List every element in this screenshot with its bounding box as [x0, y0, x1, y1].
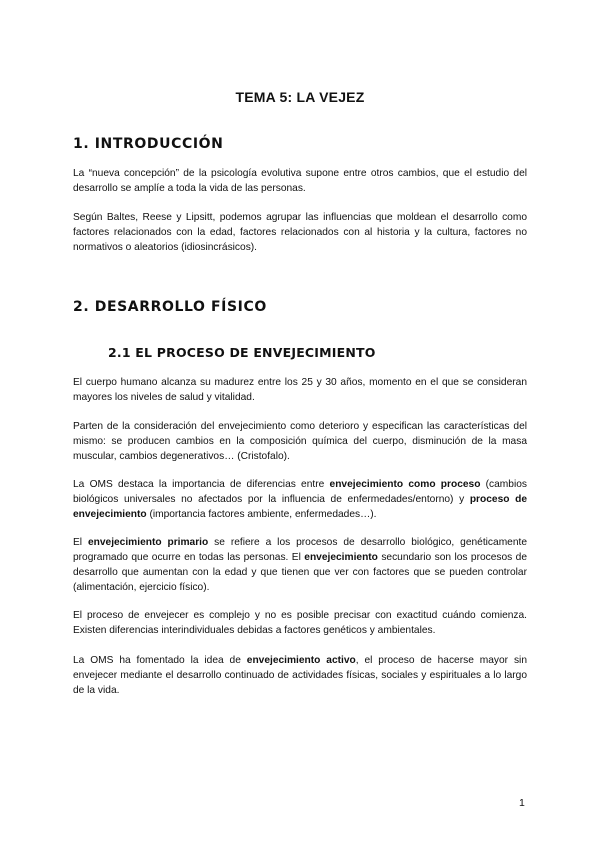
section-heading-desarrollo-fisico: 2. DESARROLLO FÍSICO	[73, 299, 267, 315]
document-title: TEMA 5: LA VEJEZ	[235, 89, 365, 105]
bold-term: envejecimiento primario	[87, 537, 209, 548]
bold-term: envejecimiento	[304, 552, 378, 563]
paragraph-intro-1: La “nueva concepción” de la psicología evolutiva supone entre otros cambios, que el estudio del desarrollo se amplíe a toda la vida de las personas.	[73, 168, 527, 194]
section-heading-introduccion: 1. INTRODUCCIÓN	[73, 136, 224, 152]
paragraph-deterioro: Parten de la consideración del envejecimiento como deterioro y especifican las características del mismo: se producen cambios en la composición química del cuerpo, disminución de la masa muscular, cambios degenerativos… (Cristofalo).	[73, 421, 527, 462]
paragraph-primario-secundario: El envejecimiento primario se refiere a los procesos de desarrollo biológico, genéticamente programado que ocurre en todas las personas. El envejecimiento secundario son los procesos de desarrollo que aumentan con la edad y que tienen que ver con factores que se pueden controlar (alimentación, ejercicio físico).	[73, 537, 528, 593]
page-number: 1	[519, 797, 525, 809]
bold-term: proceso de envejecimiento	[73, 494, 527, 520]
bold-term: envejecimiento activo	[246, 655, 356, 666]
paragraph-madurez: El cuerpo humano alcanza su madurez entre los 25 y 30 años, momento en el que se consideran mayores los niveles de salud y vitalidad.	[73, 377, 527, 403]
paragraph-oms-diferencias: La OMS destaca la importancia de diferencias entre envejecimiento como proceso (cambios biológicos universales no afectados por la influencia de enfermedades/entorno) y proceso de envejecimiento (importancia factores ambiente, enfermedades…).	[73, 479, 527, 520]
paragraph-proceso-complejo: El proceso de envejecer es complejo y no es posible precisar con exactitud cuándo comienza. Existen diferencias interindividuales debidas a factores genéticos y ambientales.	[73, 610, 527, 636]
paragraph-intro-2: Según Baltes, Reese y Lipsitt, podemos agrupar las influencias que moldean el desarrollo como factores relacionados con la edad, factores relacionados con al historia y la cultura, factores no normativos o aleatorios (idiosincrásicos).	[73, 212, 527, 253]
paragraph-envejecimiento-activo: La OMS ha fomentado la idea de envejecimiento activo, el proceso de hacerse mayor sin envejecer mediante el desarrollo continuado de actividades físicas, sociales y espirituales a lo largo de la vida.	[73, 655, 527, 696]
subsection-heading-envejecimiento: 2.1 EL PROCESO DE ENVEJECIMIENTO	[108, 345, 376, 360]
bold-term: envejecimiento como proceso	[329, 479, 481, 490]
